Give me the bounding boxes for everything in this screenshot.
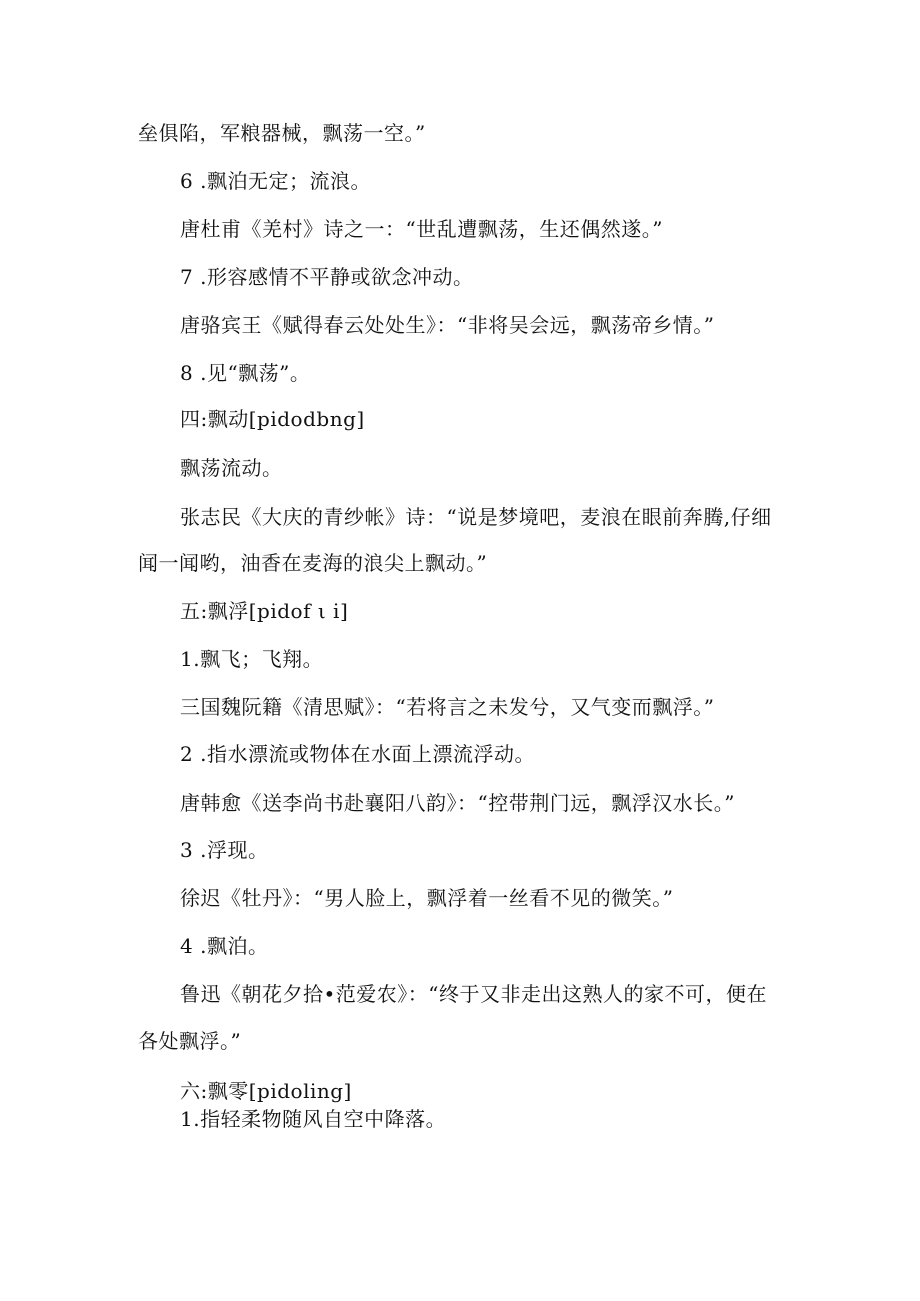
definition-item: 4 .飘泊。 [180,934,269,958]
citation-line: 唐韩愈《送李尚书赴襄阳八韵》：“控带荆门远，飘浮汉水长。” [180,791,735,815]
definition-item: 6 .飘泊无定；流浪。 [180,169,371,193]
citation-line: 鲁迅《朝花夕拾•范爱农》：“终于又非走出这熟人的家不可，便在 [180,982,768,1006]
citation-line: 各处飘浮。” [138,1029,242,1053]
entry-heading: 五:飘浮[pidof ι i] [180,599,349,623]
citation-line: 徐迟《牡丹》：“男人脸上，飘浮着一丝看不见的微笑。” [180,886,674,910]
definition-item: 1.指轻柔物随风自空中降落。 [180,1107,447,1131]
definition-item: 8 .见“飘荡”。 [180,361,311,385]
entry-heading: 六:飘零[pidoling] [180,1079,352,1103]
definition-item: 3 .浮现。 [180,838,269,862]
citation-line: 唐杜甫《羌村》诗之一：“世乱遭飘荡，生还偶然遂。” [180,217,663,241]
text-line: 垒俱陷，军粮器械，飘荡一空。” [138,121,426,145]
definition-item: 飘荡流动。 [180,456,283,480]
citation-line: 唐骆宾王《赋得春云处处生》：“非将吴会远，飘荡帝乡情。” [180,313,715,337]
entry-heading: 四:飘动[pidodbng] [180,407,365,431]
definition-item: 2 .指水漂流或物体在水面上漂流浮动。 [180,742,535,766]
definition-item: 7 .形容感情不平静或欲念冲动。 [180,265,474,289]
definition-item: 1.飘飞；飞翔。 [180,647,324,671]
citation-line: 张志民《大庆的青纱帐》诗：“说是梦境吧，麦浪在眼前奔腾,仔细 [180,505,772,529]
citation-line: 三国魏阮籍《清思赋》：“若将言之未发兮，又气变而飘浮。” [180,695,715,719]
citation-line: 闻一闻哟，油香在麦海的浪尖上飘动。” [138,551,488,575]
